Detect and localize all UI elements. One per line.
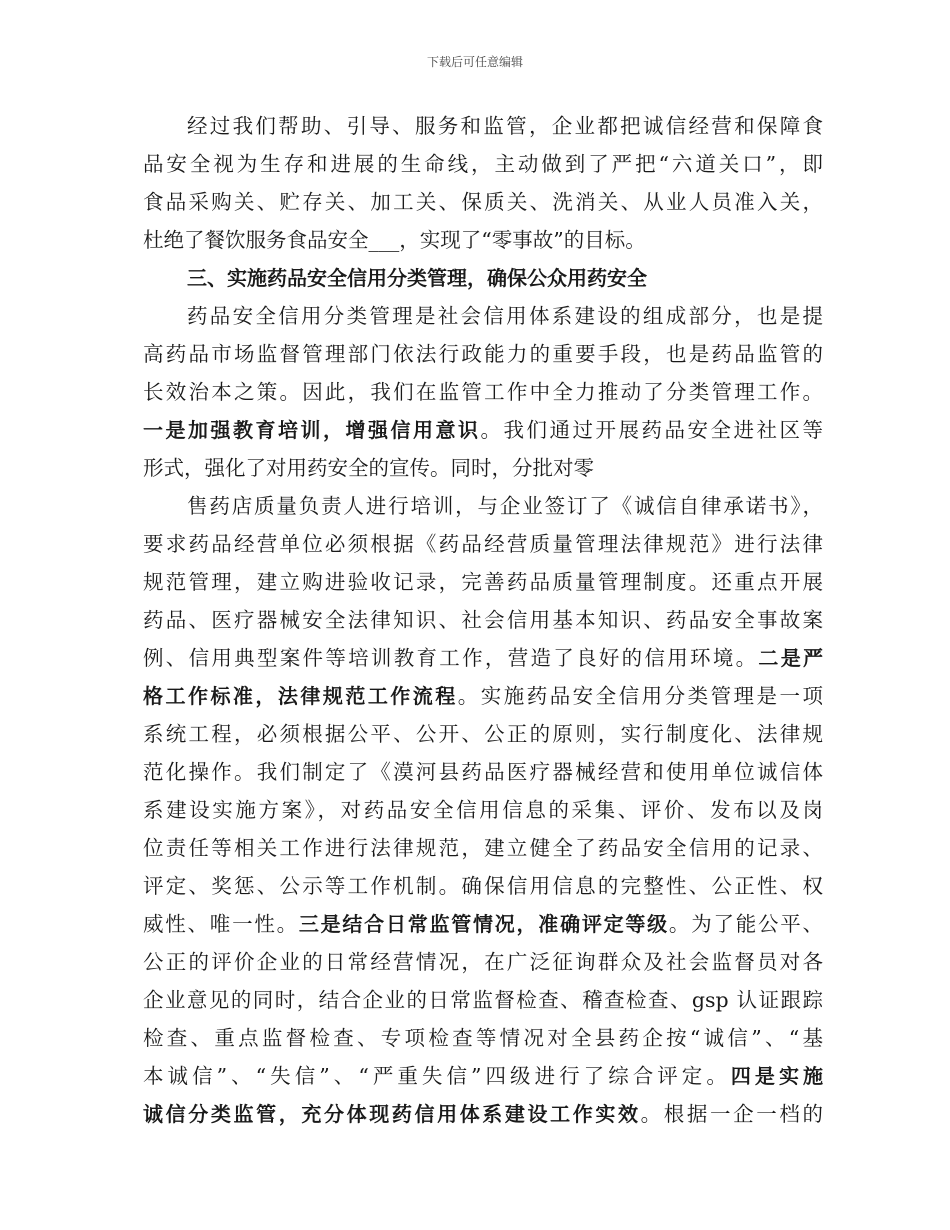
text-line: 系建设实施方案》，对药品安全信用信息的采集、评价、发布以及岗 xyxy=(143,798,823,822)
text-line: 公正的评价企业的日常经营情况，在广泛征询群众及社会监督员对各 xyxy=(143,950,823,974)
bold-point: 四是实施 xyxy=(730,1064,823,1088)
text-line: 形式，强化了对用药安全的宣传。同时，分批对零 xyxy=(143,456,594,480)
text-line: 高药品市场监督管理部门依法行政能力的重要手段，也是药品监管的 xyxy=(143,342,823,366)
text-line: 食品采购关、贮存关、加工关、保质关、洗消关、从业人员准入关， xyxy=(143,190,823,214)
text-line: 药品、医疗器械安全法律知识、社会信用基本知识、药品安全事故案 xyxy=(143,608,823,632)
text-line: 售药店质量负责人进行培训，与企业签订了《诚信自律承诺书》， xyxy=(187,494,823,518)
section-heading: 三、实施药品安全信用分类管理，确保公众用药安全 xyxy=(187,266,647,290)
text-line: 系统工程，必须根据公平、公开、公正的原则，实行制度化、法律规 xyxy=(143,722,823,746)
text-line: 杜绝了餐饮服务食品安全___，实现了“零事故”的目标。 xyxy=(143,228,646,252)
text-line: 检查、重点监督检查、专项检查等情况对全县药企按“诚信”、“基 xyxy=(143,1026,823,1050)
text-line: 经过我们帮助、引导、服务和监管，企业都把诚信经营和保障食 xyxy=(187,114,823,138)
bold-point: 二是严 xyxy=(758,646,823,670)
text-line: 长效治本之策。因此，我们在监管工作中全力推动了分类管理工作。 xyxy=(143,380,823,404)
text-line: 范化操作。我们制定了《漠河县药品医疗器械经营和使用单位诚信体 xyxy=(143,760,823,784)
text-line: 规范管理，建立购进验收记录，完善药品质量管理制度。还重点开展 xyxy=(143,570,823,594)
text-line: 品安全视为生存和进展的生命线，主动做到了严把“六道关口”，即 xyxy=(143,152,823,176)
text-line: 格工作标准，法律规范工作流程。实施药品安全信用分类管理是一项 xyxy=(143,684,823,708)
page-header: 下载后可任意编辑 xyxy=(426,55,523,69)
text-line: 企业意见的同时，结合企业的日常监督检查、稽查检查、gsp 认证跟踪 xyxy=(143,988,823,1012)
text-line: 一是加强教育培训，增强信用意识。我们通过开展药品安全进社区等 xyxy=(143,418,823,442)
text-line: 评定、奖惩、公示等工作机制。确保信用信息的完整性、公正性、权 xyxy=(143,874,823,898)
text-line: 例、信用典型案件等培训教育工作，营造了良好的信用环境。二是严 xyxy=(143,646,823,670)
bold-point: 诚信分类监管，充分体现药信用体系建设工作实效 xyxy=(143,1102,641,1126)
text-line: 要求药品经营单位必须根据《药品经营质量管理法律规范》进行法律 xyxy=(143,532,823,556)
text-line: 位责任等相关工作进行法律规范，建立健全了药品安全信用的记录、 xyxy=(143,836,823,860)
bold-point: 格工作标准，法律规范工作流程 xyxy=(143,684,458,708)
text-line: 诚信分类监管，充分体现药信用体系建设工作实效。根据一企一档的 xyxy=(143,1102,823,1126)
bold-point: 三是结合日常监管情况，准确评定等级 xyxy=(298,912,669,936)
text-line: 药品安全信用分类管理是社会信用体系建设的组成部分，也是提 xyxy=(187,304,823,328)
text-line: 本诚信”、“失信”、“严重失信”四级进行了综合评定。四是实施 xyxy=(143,1064,823,1088)
text-line: 威性、唯一性。三是结合日常监管情况，准确评定等级。为了能公平、 xyxy=(143,912,823,936)
bold-point: 一是加强教育培训，增强信用意识 xyxy=(143,418,481,442)
